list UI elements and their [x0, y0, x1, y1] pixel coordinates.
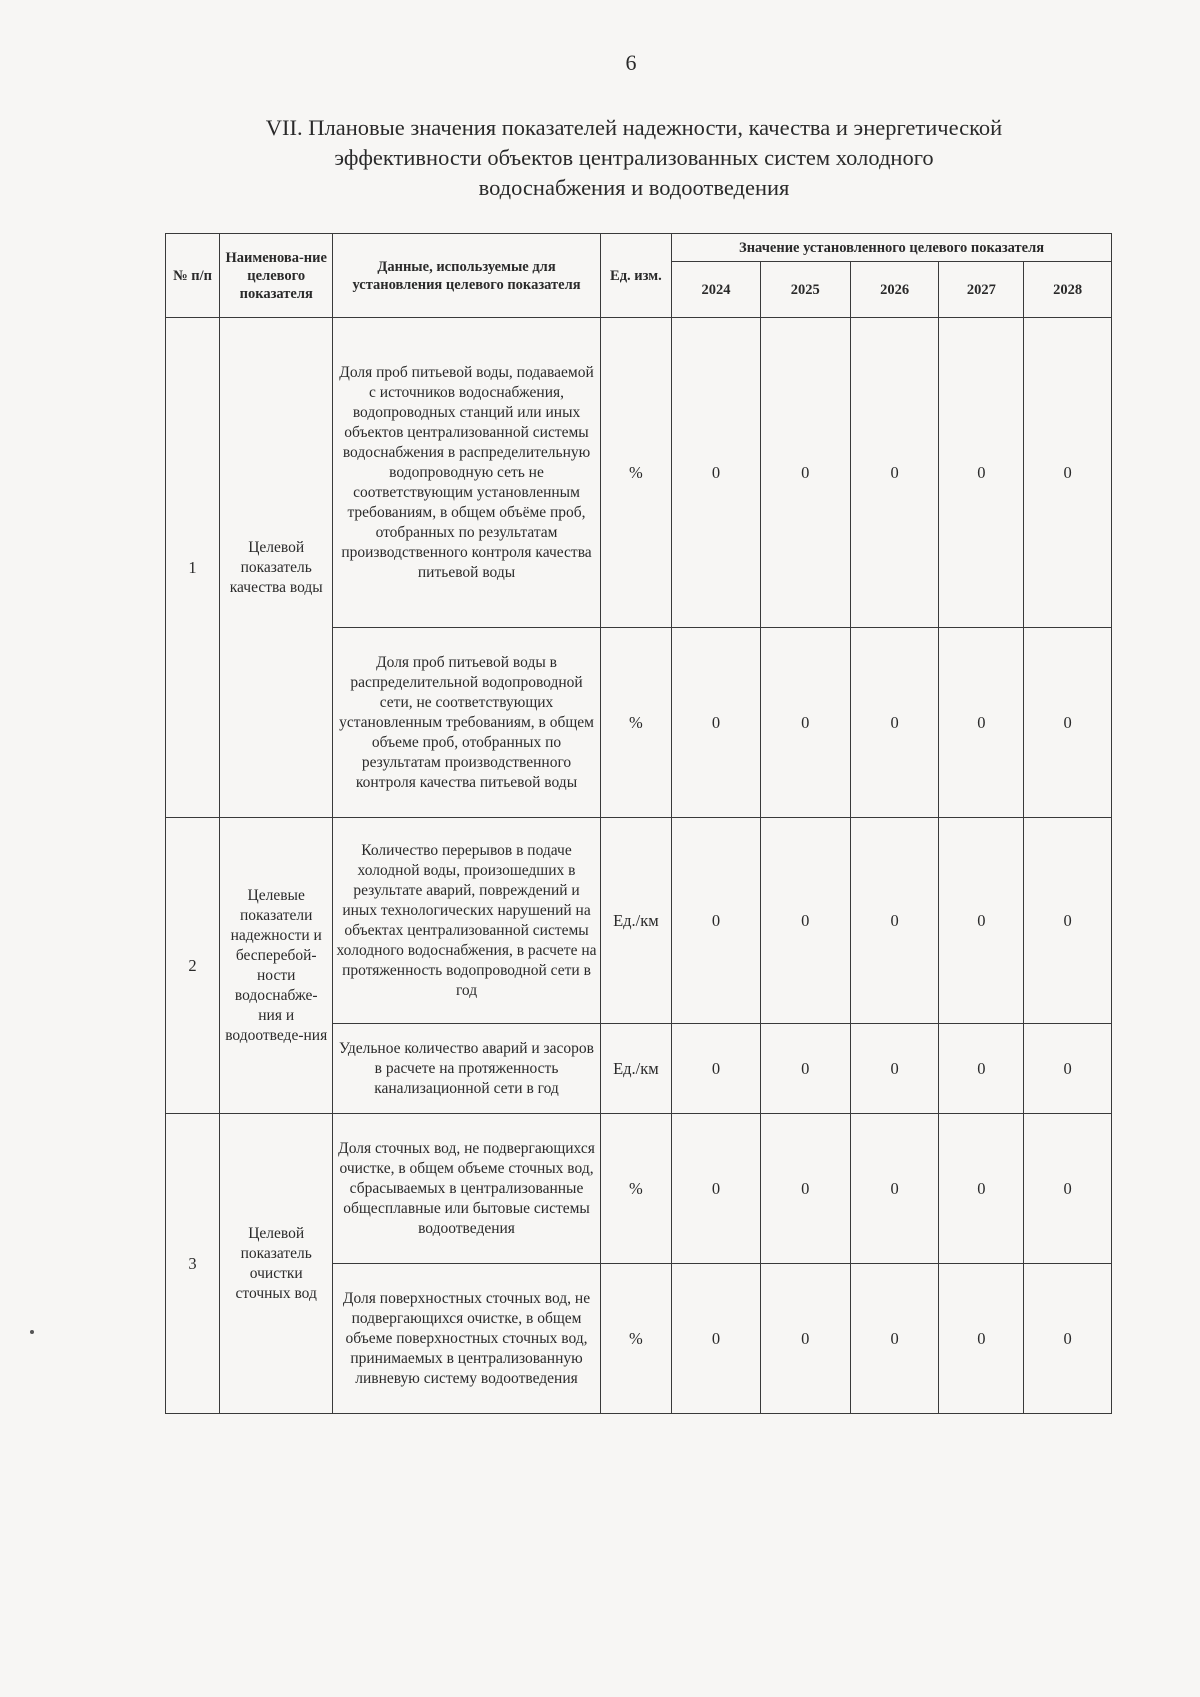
- value-cell: 0: [672, 318, 761, 628]
- scan-artifact-dot: [30, 1330, 34, 1334]
- indicator-description: Доля сточных вод, не подвергающихся очистке, в общем объеме сточных вод, сбрасываемых в централизованные общесплавные или бытовые системы водоотведения: [333, 1114, 600, 1264]
- value-cell: 0: [760, 1114, 850, 1264]
- value-cell: 0: [939, 1264, 1024, 1414]
- value-cell: 0: [672, 1024, 761, 1114]
- value-cell: 0: [850, 818, 939, 1024]
- value-cell: 0: [760, 818, 850, 1024]
- title-line: водоснабжения и водоотведения: [478, 175, 790, 200]
- header-year: 2027: [939, 262, 1024, 318]
- indicator-description: Доля проб питьевой воды, подаваемой с источников водоснабжения, водопроводных станций или иных объектов централизованной системы водоснабжения в распределительную водопроводную сеть не соответствующим установленным требованиям, в общем объёме проб, отобранных по результатам производственного контроля качества питьевой воды: [333, 318, 600, 628]
- value-cell: 0: [1024, 318, 1112, 628]
- value-cell: 0: [672, 1114, 761, 1264]
- header-data: Данные, используемые для установления целевого показателя: [333, 234, 600, 318]
- value-cell: 0: [939, 818, 1024, 1024]
- unit-cell: %: [600, 1114, 671, 1264]
- header-unit: Ед. изм.: [600, 234, 671, 318]
- header-year: 2028: [1024, 262, 1112, 318]
- header-name: Наименова-ние целевого показателя: [220, 234, 333, 318]
- table-row: [166, 318, 1112, 628]
- indicator-name: Целевой показатель очистки сточных вод: [220, 1114, 333, 1414]
- indicator-description: Доля поверхностных сточных вод, не подвергающихся очистке, в общем объеме поверхностных сточных вод, принимаемых в централизованную ливневую систему водоотведения: [333, 1264, 600, 1414]
- row-number: 3: [166, 1114, 220, 1414]
- section-title: [160, 113, 1108, 203]
- indicator-name: Целевой показатель качества воды: [220, 318, 333, 818]
- value-cell: 0: [1024, 1114, 1112, 1264]
- value-cell: 0: [1024, 1024, 1112, 1114]
- indicator-description: Количество перерывов в подаче холодной воды, произошедших в результате аварий, повреждений и иных технологических нарушений на объектах централизованной системы холодного водоснабжения, в расчете на протяженность водопроводной сети в год: [333, 818, 600, 1024]
- value-cell: 0: [939, 628, 1024, 818]
- value-cell: 0: [1024, 628, 1112, 818]
- value-cell: 0: [672, 628, 761, 818]
- row-number: 2: [166, 818, 220, 1114]
- header-num: № п/п: [166, 234, 220, 318]
- value-cell: 0: [760, 628, 850, 818]
- unit-cell: Ед./км: [600, 1024, 671, 1114]
- value-cell: 0: [939, 1114, 1024, 1264]
- value-cell: 0: [760, 1024, 850, 1114]
- value-cell: 0: [939, 318, 1024, 628]
- value-cell: 0: [850, 628, 939, 818]
- indicator-name: Целевые показатели надежности и бесперебой-ности водоснабже-ния и водоотведе-ния: [220, 818, 333, 1114]
- value-cell: 0: [850, 1264, 939, 1414]
- indicators-table: [165, 233, 1112, 1414]
- unit-cell: %: [600, 318, 671, 628]
- title-line: эффективности объектов централизованных систем холодного: [334, 145, 934, 170]
- indicator-description: Доля проб питьевой воды в распределительной водопроводной сети, не соответствующих установленным требованиям, в общем объеме проб, отобранных по результатам производственного контроля качества питьевой воды: [333, 628, 600, 818]
- value-cell: 0: [1024, 1264, 1112, 1414]
- unit-cell: %: [600, 628, 671, 818]
- indicator-description: Удельное количество аварий и засоров в расчете на протяженность канализационной сети в год: [333, 1024, 600, 1114]
- unit-cell: Ед./км: [600, 818, 671, 1024]
- header-year: 2026: [850, 262, 939, 318]
- value-cell: 0: [672, 1264, 761, 1414]
- value-cell: 0: [850, 1024, 939, 1114]
- header-value-group: Значение установленного целевого показателя: [672, 234, 1112, 262]
- table-row: [166, 1114, 1112, 1264]
- value-cell: 0: [850, 1114, 939, 1264]
- title-line: VII. Плановые значения показателей надежности, качества и энергетической: [265, 115, 1003, 140]
- value-cell: 0: [760, 318, 850, 628]
- value-cell: 0: [850, 318, 939, 628]
- value-cell: 0: [939, 1024, 1024, 1114]
- value-cell: 0: [1024, 818, 1112, 1024]
- header-year: 2025: [760, 262, 850, 318]
- row-number: 1: [166, 318, 220, 818]
- unit-cell: %: [600, 1264, 671, 1414]
- table-row: [166, 818, 1112, 1024]
- value-cell: 0: [672, 818, 761, 1024]
- value-cell: 0: [760, 1264, 850, 1414]
- header-year: 2024: [672, 262, 761, 318]
- page-number: 6: [625, 50, 637, 75]
